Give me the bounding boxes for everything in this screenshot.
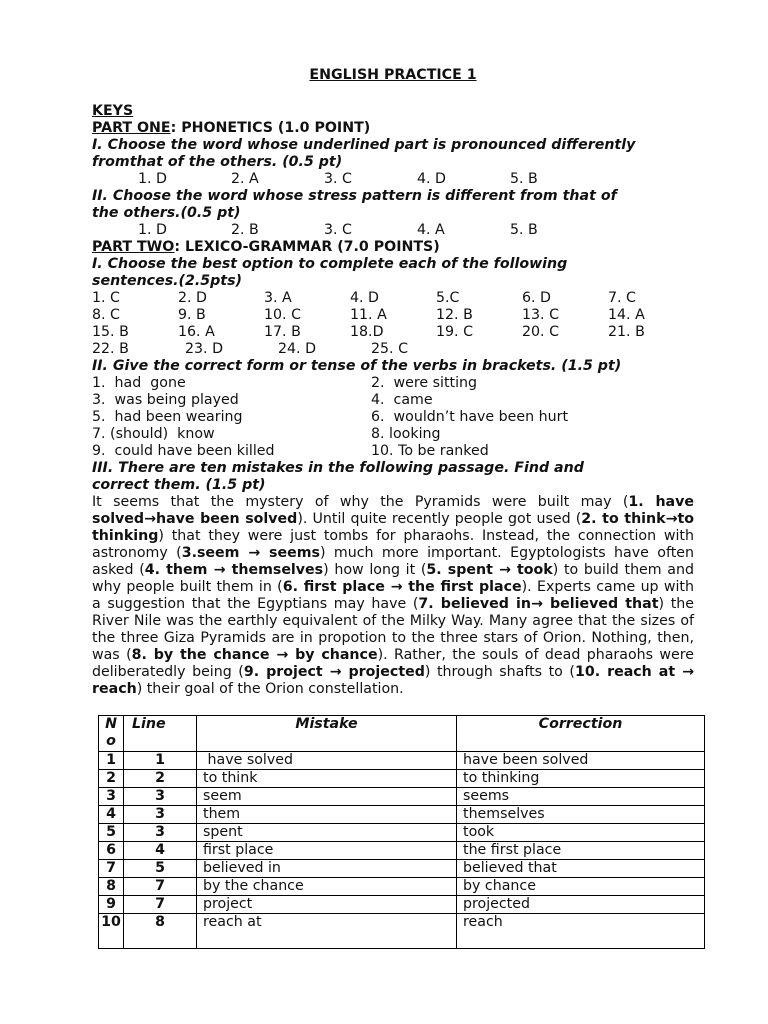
passage-text: ) the River Nile was the earthly equivalent of the Milky Way. Many agree that the sizes of the three Giza Pyramids are in propotion to the three stars of Orion. Nothing, then, was ( (92, 596, 694, 663)
answer-row (92, 443, 694, 460)
row-mistake: spent (197, 824, 457, 842)
answer-row (92, 324, 694, 341)
correction-mark: 6. first place → the first place (282, 579, 522, 595)
part-one-title: : PHONETICS (1.0 POINT) (170, 120, 371, 136)
answer-item: 5. had been wearing (92, 409, 243, 425)
answer-item: 13. C (522, 307, 559, 323)
answer-item: 3. was being played (92, 392, 239, 408)
answer-item: 23. D (185, 341, 223, 357)
answer-item: 18.D (350, 324, 384, 340)
row-mistake: seem (197, 788, 457, 806)
answer-row (92, 426, 694, 443)
answer-item: 7. C (608, 290, 636, 306)
answer-item: 1. D (138, 222, 167, 238)
row-number: 4 (99, 806, 124, 824)
answer-item: 8. C (92, 307, 120, 323)
row-number: 6 (99, 842, 124, 860)
grammar-section-1-heading (92, 256, 694, 290)
row-mistake: them (197, 806, 457, 824)
mistakes-table (98, 715, 705, 949)
row-line: 3 (124, 824, 197, 842)
row-correction: took (457, 824, 705, 842)
row-mistake: to think (197, 770, 457, 788)
row-number: 10 (99, 914, 124, 949)
row-correction: themselves (457, 806, 705, 824)
header-correction: Correction (457, 716, 705, 752)
row-correction: seems (457, 788, 705, 806)
answer-item: 25. C (371, 341, 408, 357)
answer-row (92, 392, 694, 409)
answer-item: 6. wouldn’t have been hurt (371, 409, 569, 425)
answer-item: 8. looking (371, 426, 441, 442)
answer-item: 20. C (522, 324, 559, 340)
grammar-section-2-answers (92, 375, 694, 460)
passage-text: ) that they were just tombs for pharaohs. Instead, the connection with astronomy ( (92, 528, 694, 561)
heading-line: sentences.(2.5pts) (92, 273, 243, 289)
table-row (99, 824, 705, 842)
row-mistake: reach at (197, 914, 457, 949)
answer-item: 4. came (371, 392, 433, 408)
answer-item: 4. A (417, 222, 445, 238)
row-correction: to thinking (457, 770, 705, 788)
answer-row (92, 409, 694, 426)
answer-row (92, 290, 694, 307)
correction-mark: 7. believed in→ believed that (418, 596, 659, 612)
heading-line: the others.(0.5 pt) (92, 205, 241, 221)
row-number: 3 (99, 788, 124, 806)
table-header-row (99, 716, 705, 752)
answer-item: 17. B (264, 324, 301, 340)
row-line: 5 (124, 860, 197, 878)
answer-item: 10. To be ranked (371, 443, 489, 459)
part-two-heading (92, 239, 694, 256)
row-line: 7 (124, 896, 197, 914)
table-row (99, 914, 705, 949)
answer-item: 9. B (178, 307, 206, 323)
passage-text: ) their goal of the Orion constellation. (136, 681, 404, 697)
passage-text: It seems that the mystery of why the Pyramids were built may ( (92, 494, 629, 510)
answer-item: 14. A (608, 307, 645, 323)
part-two-title: : LEXICO-GRAMMAR (7.0 POINTS) (174, 239, 440, 255)
table-row (99, 878, 705, 896)
row-number: 2 (99, 770, 124, 788)
keys-heading: KEYS (92, 103, 134, 119)
correction-mark: 1. have solved→have been solved (92, 494, 694, 527)
row-number: 9 (99, 896, 124, 914)
grammar-section-3-heading (92, 460, 694, 494)
row-number: 7 (99, 860, 124, 878)
correction-mark: 3.seem → seems (181, 545, 320, 561)
answer-row (92, 341, 694, 358)
correction-mark: 8. by the chance → by chance (131, 647, 378, 663)
row-correction: believed that (457, 860, 705, 878)
row-mistake: first place (197, 842, 457, 860)
row-line: 1 (124, 752, 197, 770)
answer-item: 24. D (278, 341, 316, 357)
answer-item: 4. D (350, 290, 379, 306)
answer-item: 16. A (178, 324, 215, 340)
answer-item: 1. had gone (92, 375, 186, 391)
answer-item: 3. A (264, 290, 292, 306)
answer-item: 3. C (324, 222, 352, 238)
answer-item: 2. A (231, 171, 259, 187)
correction-mark: 5. spent → took (426, 562, 553, 578)
header-mistake: Mistake (197, 716, 457, 752)
answer-item: 4. D (417, 171, 446, 187)
row-line: 7 (124, 878, 197, 896)
grammar-section-2-heading: II. Give the correct form or tense of the verbs in brackets. (1.5 pt) (92, 358, 622, 374)
row-correction: projected (457, 896, 705, 914)
row-correction: by chance (457, 878, 705, 896)
answer-item: 12. B (436, 307, 473, 323)
heading-line: I. Choose the best option to complete each of the following (92, 256, 568, 272)
table-row (99, 842, 705, 860)
answer-item: 19. C (436, 324, 473, 340)
correction-mark: 2. to think→to thinking (92, 511, 694, 544)
phonetics-section-1-heading (92, 137, 694, 171)
part-two-label: PART TWO (92, 239, 175, 255)
answer-item: 2. B (231, 222, 259, 238)
answer-item: 21. B (608, 324, 645, 340)
grammar-section-1-answers (92, 290, 694, 358)
answer-item: 5. B (510, 222, 538, 238)
row-mistake: by the chance (197, 878, 457, 896)
passage-text: ). Rather, the souls of dead pharaohs were deliberatedly being ( (92, 647, 695, 680)
heading-line: correct them. (1.5 pt) (92, 477, 266, 493)
table-row (99, 770, 705, 788)
table-row (99, 752, 705, 770)
row-correction: have been solved (457, 752, 705, 770)
passage-text: ). Until quite recently people got used ( (297, 511, 582, 527)
row-number: 5 (99, 824, 124, 842)
phonetics-section-2-heading (92, 188, 694, 222)
table-row (99, 788, 705, 806)
correction-mark: 10. reach at → reach (92, 664, 694, 697)
error-passage (92, 494, 694, 698)
answer-row (92, 375, 694, 392)
header-line: Line (124, 716, 197, 752)
passage-text: ) through shafts to ( (424, 664, 575, 680)
row-number: 1 (99, 752, 124, 770)
answer-item: 9. could have been killed (92, 443, 275, 459)
row-mistake: project (197, 896, 457, 914)
correction-mark: 4. them → themselves (144, 562, 324, 578)
answer-item: 3. C (324, 171, 352, 187)
heading-line: III. There are ten mistakes in the following passage. Find and (92, 460, 584, 476)
row-number: 8 (99, 878, 124, 896)
part-one-heading (92, 120, 694, 137)
row-correction: the first place (457, 842, 705, 860)
answer-item: 5. B (510, 171, 538, 187)
part-one-label: PART ONE (92, 120, 171, 136)
row-mistake: have solved (197, 752, 457, 770)
answer-item: 5.C (436, 290, 460, 306)
answer-item: 2. were sitting (371, 375, 478, 391)
row-line: 2 (124, 770, 197, 788)
passage-text: ) how long it ( (323, 562, 427, 578)
answer-key-document (92, 67, 694, 698)
phonetics-section-1-answers (92, 171, 694, 188)
answer-item: 22. B (92, 341, 129, 357)
heading-line: I. Choose the word whose underlined part is pronounced differently (92, 137, 636, 153)
answer-item: 10. C (264, 307, 301, 323)
answer-row (92, 307, 694, 324)
table-row (99, 860, 705, 878)
document-title: ENGLISH PRACTICE 1 (309, 67, 477, 83)
heading-line: fromthat of the others. (0.5 pt) (92, 154, 343, 170)
row-line: 4 (124, 842, 197, 860)
row-line: 8 (124, 914, 197, 949)
answer-item: 1. C (92, 290, 120, 306)
row-correction: reach (457, 914, 705, 949)
correction-mark: 9. project → projected (243, 664, 425, 680)
phonetics-section-2-answers (92, 222, 694, 239)
row-line: 3 (124, 788, 197, 806)
heading-line: II. Choose the word whose stress pattern is different from that of (92, 188, 617, 204)
row-mistake: believed in (197, 860, 457, 878)
passage-text: ). Experts came up with a suggestion that the Egyptians may have ( (92, 579, 694, 612)
answer-item: 1. D (138, 171, 167, 187)
answer-item: 2. D (178, 290, 207, 306)
answer-item: 7. (should) know (92, 426, 215, 442)
answer-item: 6. D (522, 290, 551, 306)
table-row (99, 896, 705, 914)
table-row (99, 806, 705, 824)
passage-text: ) to build them and why people built them in ( (92, 562, 694, 595)
answer-item: 11. A (350, 307, 387, 323)
answer-item: 15. B (92, 324, 129, 340)
header-no: No (99, 716, 124, 752)
row-line: 3 (124, 806, 197, 824)
passage-text: ) much more important. Egyptologists have often asked ( (92, 545, 694, 578)
